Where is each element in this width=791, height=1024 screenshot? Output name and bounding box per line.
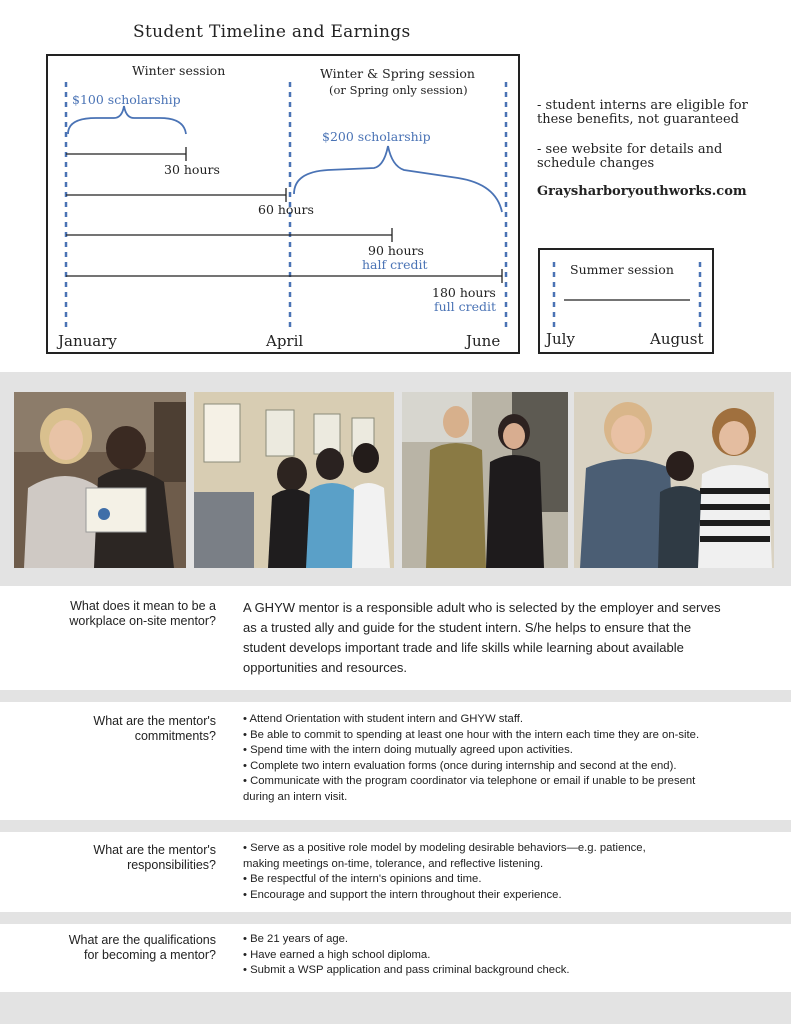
- scholarship-100-label: $100 scholarship: [72, 92, 181, 107]
- photo-certificate-presentation: [14, 392, 186, 568]
- winter-session-label: Winter session: [132, 63, 226, 78]
- note-eligibility: [537, 99, 748, 127]
- scholarship-200-label: $200 scholarship: [322, 129, 431, 144]
- summer-session-label: Summer session: [570, 262, 674, 277]
- month-june: June: [466, 332, 501, 350]
- list-item: • Be 21 years of age.: [243, 933, 349, 945]
- list-item: • Serve as a positive role model by modeling desirable behaviors—e.g. patience,: [243, 842, 646, 854]
- list-item: • Spend time with the intern doing mutually agreed upon activities.: [243, 744, 573, 756]
- faq-row-commitments: [0, 702, 791, 820]
- question-responsibilities: [93, 843, 216, 873]
- answer-definition: [243, 598, 773, 678]
- timeline-title: Student Timeline and Earnings: [133, 22, 411, 42]
- answer-line4: opportunities and resources.: [243, 660, 408, 675]
- question-commitments-line2: commitments?: [134, 729, 216, 743]
- website-link[interactable]: Graysharboryouthworks.com: [537, 184, 747, 199]
- answer-line1: A GHYW mentor is a responsible adult who is selected by the employer and serves: [243, 600, 721, 615]
- winter-spring-session-label: Winter & Spring session: [320, 66, 475, 81]
- list-item: • Have earned a high school diploma.: [243, 948, 431, 961]
- separator: [0, 690, 791, 702]
- answer-line2: as a trusted ally and guide for the student intern. S/he helps to ensure that the: [243, 620, 692, 635]
- list-item: • Complete two intern evaluation forms (once during internship and second at the end).: [243, 759, 677, 772]
- list-item: • Attend Orientation with student intern and GHYW staff.: [243, 713, 524, 725]
- note-website-line2: schedule changes: [537, 156, 655, 171]
- question-qualifications: [69, 933, 216, 963]
- spring-only-label: (or Spring only session): [329, 83, 468, 97]
- month-august: August: [650, 330, 704, 348]
- brace-200-scholarship: [294, 146, 502, 212]
- commitments-list: [243, 712, 783, 805]
- note-website: [537, 143, 722, 171]
- footer-band: [0, 992, 791, 1024]
- question-responsibilities-line1: What are the mentor's: [93, 843, 216, 857]
- list-item: during an intern visit.: [243, 790, 348, 803]
- question-qualifications-line1: What are the qualifications: [68, 933, 216, 947]
- summer-session-box: [538, 248, 714, 354]
- brace-100-scholarship: [68, 106, 186, 134]
- responsibilities-list: [243, 841, 783, 903]
- question-commitments: [93, 714, 216, 744]
- question-qualifications-line2: for becoming a mentor?: [83, 948, 216, 962]
- list-item: • Submit a WSP application and pass criminal background check.: [243, 964, 570, 976]
- separator: [0, 820, 791, 832]
- list-item: • Be able to commit to spending at least one hour with the intern each time they are on-site.: [243, 728, 700, 741]
- month-january: January: [58, 332, 117, 350]
- photo-poster-wall: [194, 392, 394, 568]
- list-item: making meetings on-time, tolerance, and reflective listening.: [243, 857, 544, 870]
- note-eligibility-line2: these benefits, not guaranteed: [537, 112, 739, 127]
- question-commitments-line1: What are the mentor's: [93, 714, 216, 728]
- month-april: April: [266, 332, 304, 350]
- faq-row-definition: [0, 586, 791, 690]
- note-eligibility-line1: - student interns are eligible for: [537, 98, 748, 113]
- list-item: • Be respectful of the intern's opinions and time.: [243, 873, 482, 885]
- month-july: July: [546, 330, 575, 348]
- hours-180-label: 180 hours: [432, 285, 496, 300]
- hours-30-label: 30 hours: [164, 162, 220, 177]
- faq-row-responsibilities: [0, 832, 791, 912]
- answer-line3: student develops important trade and life skills while learning about available: [243, 640, 684, 655]
- timeline-box: [46, 54, 520, 354]
- half-credit-label: half credit: [362, 257, 428, 272]
- faq-row-qualifications: [0, 924, 791, 992]
- question-definition-line1: What does it mean to be a: [70, 599, 216, 613]
- list-item: • Encourage and support the intern throughout their experience.: [243, 888, 562, 901]
- note-website-line1: - see website for details and: [537, 142, 723, 157]
- photo-group-three: [574, 392, 774, 568]
- qualifications-list: [243, 932, 783, 979]
- question-responsibilities-line2: responsibilities?: [127, 858, 216, 872]
- question-definition: [69, 599, 216, 629]
- list-item: • Communicate with the program coordinator via telephone or email if unable to be present: [243, 775, 696, 787]
- separator: [0, 912, 791, 924]
- photo-office-pair: [402, 392, 568, 568]
- question-definition-line2: workplace on-site mentor?: [69, 614, 216, 628]
- hours-90-label: 90 hours: [368, 243, 424, 258]
- hours-60-label: 60 hours: [258, 202, 314, 217]
- full-credit-label: full credit: [434, 299, 497, 314]
